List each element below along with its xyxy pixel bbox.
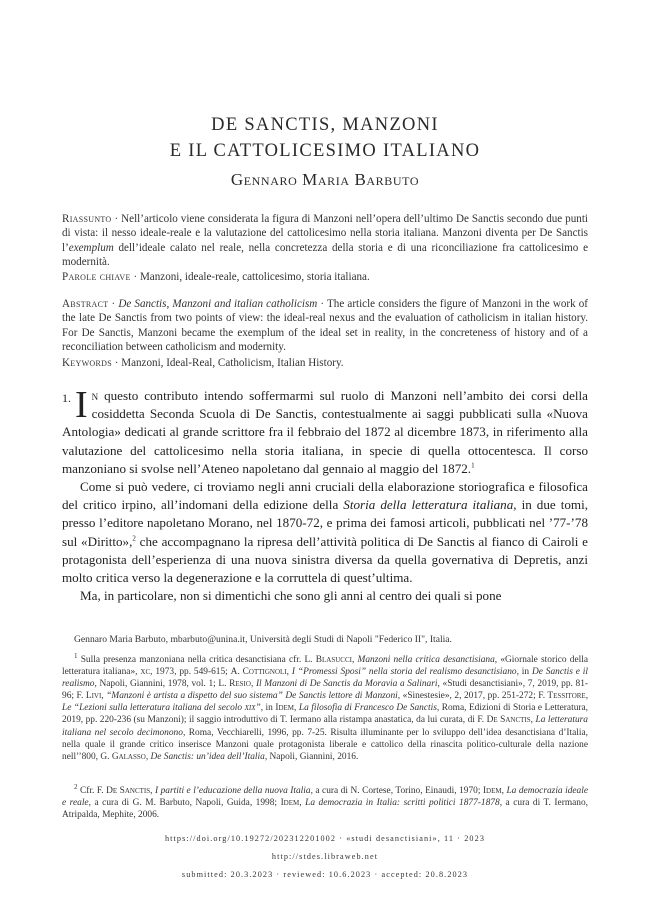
fn2-author-2: Idem — [482, 786, 502, 796]
paragraph-1 — [62, 384, 588, 478]
fn1-title-2: I “Promessi Sposi” nella storia del realismo desanctisiano — [291, 667, 517, 678]
title-line-2: E IL CATTOLICESIMO ITALIANO — [169, 141, 481, 161]
paragraph-2 — [62, 478, 588, 587]
paragraph-2-text-b: , in due tomi, presso l’editore napoletano Morano, nel 1870-72, e prima dei famosi articoli, pubblicati nel ’77-’78 sul «Diritto», — [62, 497, 588, 549]
fn1-s13: , in — [260, 703, 276, 714]
author-affiliation: Gennaro Maria Barbuto, mbarbuto@unina.it, Università degli Studi di Napoli "Federico II", Italia. — [74, 634, 452, 645]
keywords-block — [62, 356, 588, 370]
fn1-s16: , — [530, 715, 536, 726]
title-line-1: DE SANCTIS, MANZONI — [211, 115, 439, 135]
fn1-s17: , Roma, Vecchiarelli, 1996, pp. 7-25. Risulta illuminante per lo sviluppo dell’idea desanctisiana d’Italia, nella quale il grande critico inserisce Manzoni quale protagonista liberale e cattolico della rinascita politico-culturale della nazione nell’’800, — [62, 727, 588, 762]
fn1-title-4: Il Manzoni di De Sanctis da Moravia a Salinari — [255, 679, 438, 690]
fn1-author-5: F. Tessitore — [538, 691, 586, 702]
fn2-s1: Cfr. — [77, 786, 97, 796]
fn1-s6: , in — [516, 667, 532, 678]
fn1-s19: , Napoli, Giannini, 2016. — [264, 751, 359, 762]
parole-chiave-label: Parole chiave — [62, 271, 131, 283]
fn2-author-1: F. De Sanctis — [96, 786, 151, 796]
paragraph-2-text-c: che accompagnano la ripresa dell’attività politica di De Sanctis al fianco di Cairoli e protagonista dell’esperienza di una nuova sinistra diversa da quella governativa di Depretis, anzi molto critica verso la degenerazione e la corruttela di quest’ultima. — [62, 533, 588, 586]
fn2-s6: , — [299, 798, 306, 809]
riassunto-em: exemplum — [68, 241, 114, 254]
keywords-text: · Manzoni, Ideal-Real, Catholicism, Italian History. — [111, 357, 344, 369]
fn1-century: xix — [244, 703, 256, 714]
fn1-s8: , — [250, 679, 256, 690]
section-number: 1. — [62, 391, 71, 405]
parole-chiave-text: · Manzoni, ideale-reale, cattolicesimo, storia italiana. — [130, 271, 370, 283]
fn1-title-1: Manzoni nella critica desanctisiana — [357, 655, 495, 665]
abstract-sep: · — [108, 298, 119, 310]
abstract-title: De Sanctis, Manzoni and italian catholicism — [118, 298, 318, 310]
fn2-s4: , — [501, 786, 507, 796]
fn1-s11: , «Sinestesie», 2, 2017, pp. 251-272; — [397, 691, 539, 702]
drop-cap: I — [75, 384, 88, 426]
fn1-author-8: G. Galasso — [100, 751, 146, 762]
footnote-ref-2[interactable]: 2 — [132, 534, 136, 543]
fn1-s12: , — [585, 691, 589, 702]
fn1-author-1: L. Blasucci — [304, 655, 352, 665]
doi-line[interactable]: https://doi.org/10.19272/202312201002 · «studi desanctisiani», 11 · 2023 — [164, 834, 486, 843]
riassunto-label: Riassunto — [62, 213, 112, 225]
fn1-title-9: De Sanctis: un’idea dell’Italia — [150, 751, 265, 762]
fn1-s2: , — [351, 655, 358, 665]
keywords-label: Keywords — [62, 357, 112, 369]
footnote-2-number: 2 — [74, 782, 78, 791]
author-name: Gennaro Maria Barbuto — [230, 170, 420, 189]
fn2-author-3: Idem — [280, 798, 300, 809]
fn2-title-1: I partiti e l’educazione della nuova Italia — [155, 786, 311, 796]
main-text — [62, 384, 588, 605]
fn1-title-6: Le “Lezioni sulla letteratura italiana del secolo — [62, 703, 245, 714]
footnote-ref-1[interactable]: 1 — [471, 461, 475, 470]
fn1-author-7: F. De Sanctis — [477, 715, 531, 726]
website-line[interactable]: http://stdes.libraweb.net — [271, 852, 379, 861]
fn1-s3: , «Giornale storico della letteratura italiana», — [62, 655, 588, 678]
fn1-s9: , «Studi desanctisiani», 7, 2019, pp. 81-96; — [62, 679, 589, 702]
fn1-title-6-end: ” — [255, 703, 261, 714]
paragraph-2-em: Storia della letteratura italiana — [343, 497, 514, 513]
footnote-1-number: 1 — [74, 651, 78, 660]
fn1-s5: , — [286, 667, 292, 678]
paragraph-1-lead: n — [91, 388, 99, 403]
fn1-volume: xc — [140, 667, 151, 678]
fn1-s4: , 1973, pp. 549-615; — [150, 667, 231, 678]
riassunto-text-b: dell’ideale calato nel reale, nella concretezza della storia e di una riconciliazione fra cattolicesimo e modernità. — [62, 241, 588, 268]
fn2-title-2: La democrazia ideale e reale — [62, 786, 589, 809]
fn1-title-8: La letteratura italiana nel secolo decimonono — [62, 715, 588, 738]
footnote-1 — [62, 651, 589, 763]
paragraph-3: Ma, in particolare, non si dimentichi che sono gli anni al centro dei quali si pone — [80, 588, 502, 604]
fn1-s18: , — [145, 751, 151, 762]
riassunto-text-a: · Nell’articolo viene considerata la figura di Manzoni nell’opera dell’ultimo De Sanctis secondo due punti di vista: il nesso ideale-reale e la valutazione del cattolicesimo nella storia italiana. Manzoni diventa per De Sanctis l’ — [62, 213, 588, 254]
paragraph-2-text-a: Come si può vedere, ci troviamo negli anni cruciali della elaborazione storiografica e filosofica del critico irpino, all’indomani della edizione della — [62, 479, 588, 513]
fn1-author-4: F. Livi — [76, 691, 102, 702]
fn1-s10: , — [101, 691, 107, 702]
fn2-s2: , — [150, 786, 155, 796]
paragraph-1-text: questo contributo intendo soffermarmi sul ruolo di Manzoni nell’ambito dei corsi della cosiddetta Seconda Scuola di De Sanctis, contestualmente ai saggi pubblicati sulla «Nuova Antologia» dedicati al grande scrittore fra il febbraio del 1872 al dicembre 1873, in riferimento alla valutazione del cattolicesimo nella storia italiana, in specie di quella ottocentesca. Il corso manzoniano si svolse nell’Ateneo napoletano dal gennaio al maggio del 1872. — [62, 388, 588, 476]
parole-chiave-block — [62, 270, 588, 284]
fn2-s7: , a cura di T. Iermano, Atripalda, Mephite, 2006. — [62, 798, 589, 821]
fn1-s15: , Roma, Edizioni di Storia e Letteratura, 2019, pp. 220-236 (su Manzoni); il saggio introduttivo di T. Iermano alla ristampa anastatica, da lui curata, di — [62, 703, 589, 726]
fn1-title-3: De Sanctis e il realismo — [62, 667, 589, 690]
fn1-author-3: L. Resio — [218, 679, 251, 690]
fn1-s14: , — [294, 703, 299, 714]
article-title — [0, 112, 650, 164]
dates-line: submitted: 20.3.2023 · reviewed: 10.6.2023 · accepted: 20.8.2023 — [181, 870, 469, 879]
fn1-author-2: A. Cottignoli — [230, 667, 287, 678]
abstract-text: · The article considers the figure of Manzoni in the work of the late De Sanctis from two points of view: the ideal-real nexus and the evaluation of catholicism in italian history. For De Sanctis, Manzoni became the exemplum of the ideal set in reality, in the concreteness of history and of a reconciliation between catholicism and modernity. — [62, 298, 588, 353]
fn1-s7: , Napoli, Giannini, 1978, vol. 1; — [94, 679, 219, 690]
fn1-s1: Sulla presenza manzoniana nella critica desanctisiana cfr. — [77, 655, 305, 665]
fn1-title-7: La filosofia di Francesco De Sanctis — [298, 703, 437, 714]
abstract-label: Abstract — [62, 298, 109, 310]
fn2-s3: , a cura di N. Cortese, Torino, Einaudi, 1970; — [310, 786, 483, 796]
fn1-title-5: “Manzoni è artista a dispetto del suo sistema” De Sanctis lettore di Manzoni — [106, 691, 398, 702]
fn2-title-3: La democrazia in Italia: scritti politici 1877-1878 — [305, 798, 500, 809]
footnote-2 — [62, 782, 589, 821]
riassunto-block — [62, 212, 588, 269]
abstract-block — [62, 297, 588, 354]
fn2-s5: , a cura di G. M. Barbuto, Napoli, Guida, 1998; — [88, 798, 281, 809]
fn1-author-6: Idem — [275, 703, 295, 714]
